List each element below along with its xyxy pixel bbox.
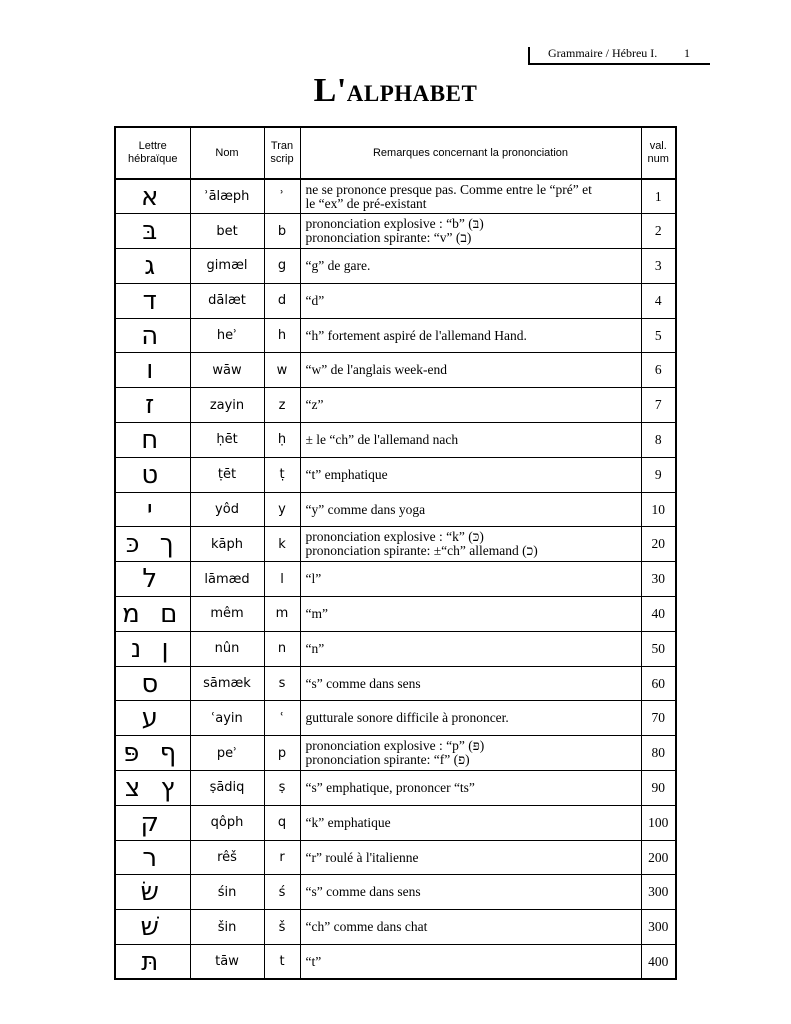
remark-line: “s” comme dans sens	[305, 884, 421, 900]
numeric-value: 6	[641, 353, 676, 388]
table-row	[115, 805, 676, 840]
remark-line: “s” emphatique, prononcer “ts”	[305, 779, 475, 795]
table-row	[115, 214, 676, 249]
hebrew-letter: ג	[115, 249, 190, 284]
letter-name: yôd	[190, 492, 264, 527]
numeric-value: 300	[641, 875, 676, 910]
letter-name: tāw	[190, 945, 264, 980]
pronunciation-remarks	[300, 597, 641, 632]
hebrew-letter: תּ	[115, 945, 190, 980]
header-translit	[264, 127, 300, 179]
table-row	[115, 701, 676, 736]
numeric-value: 50	[641, 631, 676, 666]
page-title	[0, 72, 791, 110]
numeric-value: 70	[641, 701, 676, 736]
remark-line: “ch” comme dans chat	[305, 919, 428, 935]
transcription: ʿ	[264, 701, 300, 736]
numeric-value: 5	[641, 318, 676, 353]
table-row	[115, 492, 676, 527]
header-letter	[115, 127, 190, 179]
remark-line: prononciation spirante: “f” (פ)	[305, 752, 470, 768]
header-translit-line2: scrip	[270, 153, 294, 165]
letter-name: ʿayin	[190, 701, 264, 736]
pronunciation-remarks	[300, 318, 641, 353]
transcription: q	[264, 805, 300, 840]
remark-line: “k” emphatique	[305, 814, 391, 830]
remark-line: prononciation spirante: “v” (ב)	[305, 230, 472, 246]
transcription: t	[264, 945, 300, 980]
transcription: y	[264, 492, 300, 527]
transcription: g	[264, 249, 300, 284]
pronunciation-remarks	[300, 945, 641, 980]
hebrew-letter: ר	[115, 840, 190, 875]
table-row	[115, 388, 676, 423]
hebrew-letter: ט	[115, 457, 190, 492]
transcription: ḥ	[264, 423, 300, 458]
transcription: ʾ	[264, 179, 300, 214]
header-value	[641, 127, 676, 179]
pronunciation-remarks	[300, 388, 641, 423]
remark-line: gutturale sonore difficile à prononcer.	[305, 710, 509, 726]
transcription: p	[264, 736, 300, 771]
hebrew-letter: א	[115, 179, 190, 214]
header-name: Nom	[190, 127, 264, 179]
pronunciation-remarks	[300, 214, 641, 249]
hebrew-letter: ל	[115, 562, 190, 597]
letter-name: ḥēt	[190, 423, 264, 458]
remark-line: ne se prononce presque pas. Comme entre le “pré” et	[305, 181, 592, 197]
pronunciation-remarks	[300, 457, 641, 492]
numeric-value: 1	[641, 179, 676, 214]
table-row	[115, 423, 676, 458]
hebrew-letter: ז	[115, 388, 190, 423]
letter-name: nûn	[190, 631, 264, 666]
remark-line: “d”	[305, 292, 325, 308]
hebrew-letter: ח	[115, 423, 190, 458]
letter-name: rêš	[190, 840, 264, 875]
hebrew-letter: ד	[115, 283, 190, 318]
table-header-row	[115, 127, 676, 179]
page-number: 1	[684, 46, 690, 60]
remark-line: “w” de l'anglais week-end	[305, 362, 447, 378]
transcription: ś	[264, 875, 300, 910]
numeric-value: 80	[641, 736, 676, 771]
header-value-line2: num	[647, 153, 669, 165]
letter-name: dālæt	[190, 283, 264, 318]
remark-line: “y” comme dans yoga	[305, 501, 426, 517]
header-letter-line2: hébraïque	[127, 153, 178, 165]
table-row	[115, 318, 676, 353]
hebrew-letter: בּ	[115, 214, 190, 249]
letter-name: ʾālæph	[190, 179, 264, 214]
transcription: k	[264, 527, 300, 562]
transcription: b	[264, 214, 300, 249]
remark-line: ± le “ch” de l'allemand nach	[305, 431, 459, 447]
table-row	[115, 353, 676, 388]
transcription: n	[264, 631, 300, 666]
letter-name: ṭēt	[190, 457, 264, 492]
header-value-line1: val.	[649, 140, 667, 152]
pronunciation-remarks	[300, 910, 641, 945]
hebrew-letter: ו	[115, 353, 190, 388]
remark-line: prononciation explosive : “k” (כּ)	[305, 529, 484, 545]
title-initial: L'	[313, 72, 347, 109]
table-row	[115, 631, 676, 666]
numeric-value: 40	[641, 597, 676, 632]
letter-name: ṣādiq	[190, 771, 264, 806]
table-row	[115, 527, 676, 562]
numeric-value: 90	[641, 771, 676, 806]
pronunciation-remarks	[300, 771, 641, 806]
header-letter-line1: Lettre	[138, 140, 167, 152]
letter-name: bet	[190, 214, 264, 249]
table-row	[115, 771, 676, 806]
transcription: d	[264, 283, 300, 318]
numeric-value: 300	[641, 910, 676, 945]
transcription: ṭ	[264, 457, 300, 492]
letter-name: mêm	[190, 597, 264, 632]
letter-name: gimæl	[190, 249, 264, 284]
running-header-title: Grammaire / Hébreu I.	[548, 46, 658, 60]
header-remarks: Remarques concernant la prononciation	[300, 127, 641, 179]
remark-line: “r” roulé à l'italienne	[305, 849, 419, 865]
remark-line: “l”	[305, 571, 322, 587]
numeric-value: 4	[641, 283, 676, 318]
pronunciation-remarks	[300, 423, 641, 458]
hebrew-letter: ן נ	[115, 631, 190, 666]
pronunciation-remarks	[300, 875, 641, 910]
title-rest: ALPHABET	[346, 81, 478, 106]
remark-line: “n”	[305, 640, 325, 656]
hebrew-letter: שׁ	[115, 910, 190, 945]
numeric-value: 400	[641, 945, 676, 980]
numeric-value: 100	[641, 805, 676, 840]
letter-name: šin	[190, 910, 264, 945]
letter-name: peʾ	[190, 736, 264, 771]
letter-name: lāmæd	[190, 562, 264, 597]
pronunciation-remarks	[300, 283, 641, 318]
pronunciation-remarks	[300, 666, 641, 701]
transcription: š	[264, 910, 300, 945]
pronunciation-remarks	[300, 179, 641, 214]
letter-name: kāph	[190, 527, 264, 562]
transcription: l	[264, 562, 300, 597]
letter-name: zayin	[190, 388, 264, 423]
table-row	[115, 283, 676, 318]
remark-line: prononciation explosive : “p” (פּ)	[305, 738, 485, 754]
numeric-value: 20	[641, 527, 676, 562]
table-row	[115, 945, 676, 980]
pronunciation-remarks	[300, 840, 641, 875]
hebrew-letter: ע	[115, 701, 190, 736]
table-row	[115, 457, 676, 492]
numeric-value: 7	[641, 388, 676, 423]
numeric-value: 3	[641, 249, 676, 284]
transcription: w	[264, 353, 300, 388]
remark-line: “m”	[305, 605, 328, 621]
remark-line: “t” emphatique	[305, 466, 388, 482]
numeric-value: 60	[641, 666, 676, 701]
table-row	[115, 875, 676, 910]
numeric-value: 200	[641, 840, 676, 875]
table-row	[115, 249, 676, 284]
hebrew-letter: ס	[115, 666, 190, 701]
table-row	[115, 179, 676, 214]
pronunciation-remarks	[300, 249, 641, 284]
pronunciation-remarks	[300, 492, 641, 527]
hebrew-letter: ך כּ	[115, 527, 190, 562]
hebrew-letter: ם מ	[115, 597, 190, 632]
remark-line: “z”	[305, 397, 324, 413]
pronunciation-remarks	[300, 527, 641, 562]
remark-line: prononciation explosive : “b” (בּ)	[305, 216, 484, 232]
transcription: z	[264, 388, 300, 423]
transcription: r	[264, 840, 300, 875]
hebrew-letter: ף פּ	[115, 736, 190, 771]
table-row	[115, 910, 676, 945]
letter-name: qôph	[190, 805, 264, 840]
hebrew-letter: ץ צ	[115, 771, 190, 806]
header-translit-line1: Tran	[270, 140, 294, 152]
transcription: s	[264, 666, 300, 701]
transcription: h	[264, 318, 300, 353]
hebrew-letter: י	[115, 492, 190, 527]
numeric-value: 2	[641, 214, 676, 249]
pronunciation-remarks	[300, 701, 641, 736]
numeric-value: 9	[641, 457, 676, 492]
pronunciation-remarks	[300, 736, 641, 771]
numeric-value: 10	[641, 492, 676, 527]
letter-name: sāmæk	[190, 666, 264, 701]
pronunciation-remarks	[300, 631, 641, 666]
table-row	[115, 840, 676, 875]
pronunciation-remarks	[300, 562, 641, 597]
table-body	[115, 179, 676, 979]
remark-line: prononciation spirante: ±“ch” allemand (כ)	[305, 543, 538, 559]
table-row	[115, 736, 676, 771]
pronunciation-remarks	[300, 805, 641, 840]
transcription: ṣ	[264, 771, 300, 806]
table-row	[115, 597, 676, 632]
letter-name: śin	[190, 875, 264, 910]
remark-line: le “ex” de pré-existant	[305, 195, 427, 211]
table-row	[115, 562, 676, 597]
hebrew-letter: ק	[115, 805, 190, 840]
transcription: m	[264, 597, 300, 632]
numeric-value: 30	[641, 562, 676, 597]
hebrew-letter: שׂ	[115, 875, 190, 910]
table-row	[115, 666, 676, 701]
letter-name: wāw	[190, 353, 264, 388]
letter-name: heʾ	[190, 318, 264, 353]
remark-line: “h” fortement aspiré de l'allemand Hand.	[305, 327, 527, 343]
remark-line: “s” comme dans sens	[305, 675, 421, 691]
numeric-value: 8	[641, 423, 676, 458]
remark-line: “t”	[305, 953, 322, 969]
pronunciation-remarks	[300, 353, 641, 388]
remark-line: “g” de gare.	[305, 257, 371, 273]
hebrew-letter: ה	[115, 318, 190, 353]
alphabet-table	[114, 126, 677, 980]
